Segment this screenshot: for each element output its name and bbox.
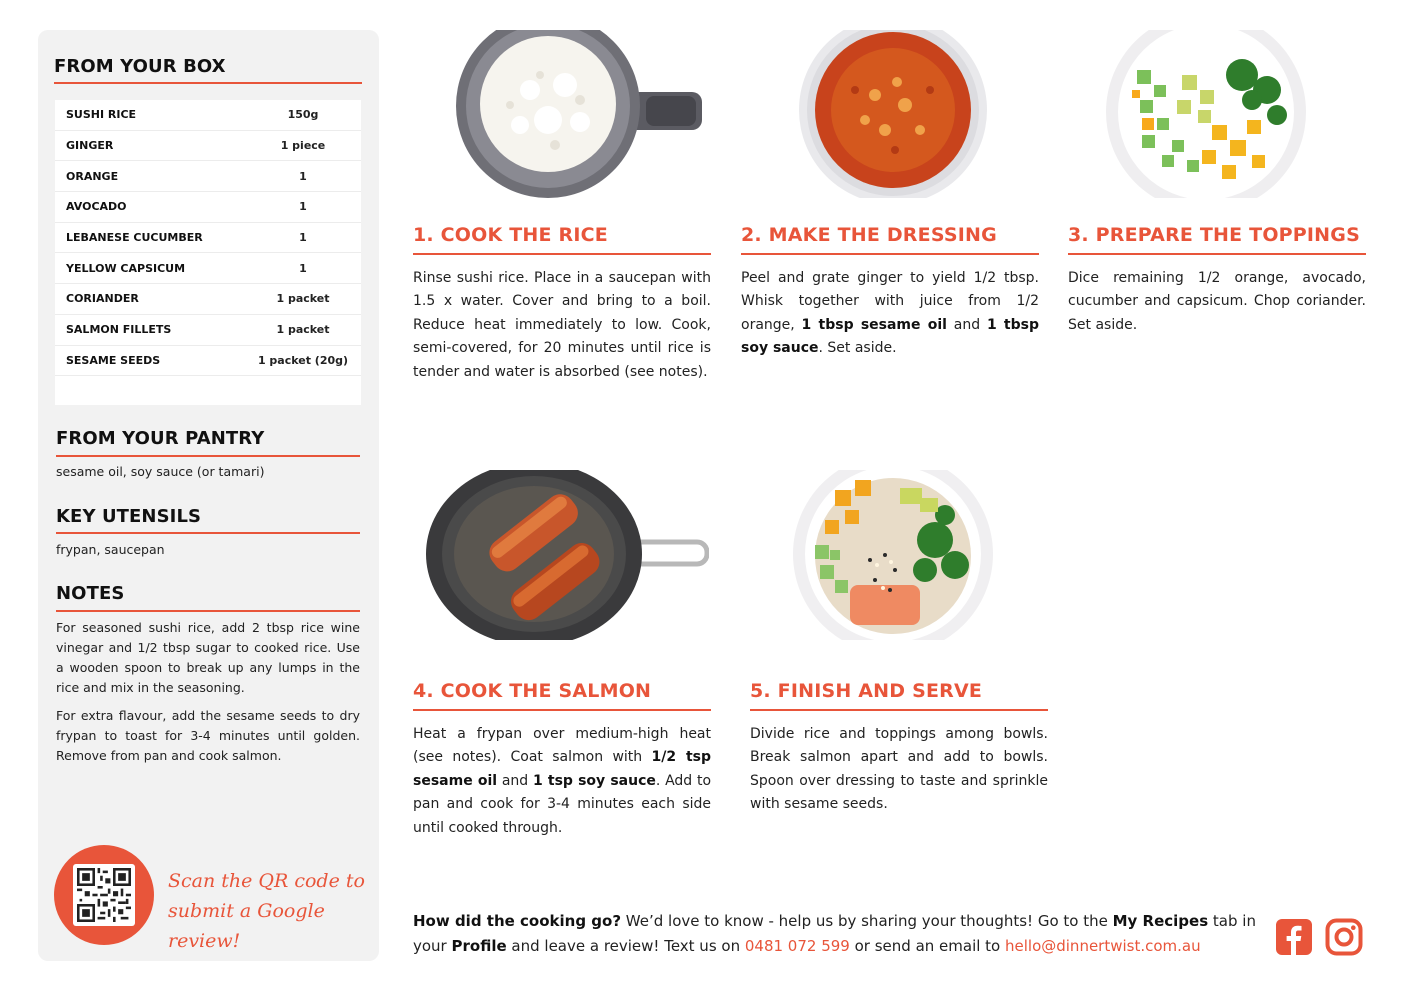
ingredient-qty: 1 packet bbox=[276, 292, 330, 306]
footer-text-segment: tab in your bbox=[413, 912, 1256, 955]
note-paragraph: For extra flavour, add the sesame seeds to dry frypan to toast for 3-4 minutes until golden. Remove from pan and cook salmon. bbox=[56, 708, 360, 763]
ingredient-qty: 1 packet (20g) bbox=[257, 353, 349, 367]
dressing-bowl-photo bbox=[785, 30, 1040, 198]
footer-emphasis: Profile bbox=[451, 937, 507, 955]
instagram-icon bbox=[1325, 918, 1363, 956]
facebook-link[interactable] bbox=[1275, 918, 1313, 956]
step-1-rule bbox=[413, 253, 711, 255]
pantry-heading-rule bbox=[56, 455, 360, 457]
ingredient-qty: 150g bbox=[287, 108, 319, 122]
ingredient-qty: 1 bbox=[299, 169, 307, 183]
utensils-heading-rule bbox=[56, 532, 360, 534]
step-text-segment: Divide rice and toppings among bowls. Break salmon apart and add to bowls. Spoon over dressing to taste and sprinkle with sesame seeds. bbox=[750, 726, 1048, 813]
ingredient-name: SUSHI RICE bbox=[66, 108, 137, 122]
ingredients-table bbox=[55, 100, 361, 405]
qr-caption-line: Scan the QR code to bbox=[168, 870, 365, 892]
qr-code-icon bbox=[77, 868, 131, 922]
ingredient-name: YELLOW CAPSICUM bbox=[66, 261, 186, 275]
ingredient-name: GINGER bbox=[66, 139, 114, 153]
utensils-text: frypan, saucepan bbox=[56, 542, 165, 557]
step-4-title: 4. COOK THE SALMON bbox=[413, 680, 652, 702]
step-1-title: 1. COOK THE RICE bbox=[413, 224, 608, 246]
finished-bowl-photo bbox=[775, 470, 1035, 640]
step-text-segment: and bbox=[497, 772, 533, 789]
ingredient-row bbox=[55, 253, 361, 284]
step-2-rule bbox=[741, 253, 1039, 255]
sidebar bbox=[38, 30, 379, 961]
step-ingredient-emphasis: 1/2 tsp sesame oil bbox=[413, 749, 711, 789]
footer-emphasis: How did the cooking go? bbox=[413, 912, 622, 930]
ingredient-qty: 1 bbox=[299, 200, 307, 214]
step-2-text bbox=[741, 267, 1039, 361]
ingredient-name: LEBANESE CUCUMBER bbox=[66, 231, 203, 245]
step-5-text bbox=[750, 723, 1048, 817]
step-5-rule bbox=[750, 709, 1048, 711]
step-4-rule bbox=[413, 709, 711, 711]
instagram-link[interactable] bbox=[1325, 918, 1363, 956]
email-link[interactable]: hello@dinnertwist.com.au bbox=[1005, 937, 1201, 955]
ingredient-row bbox=[55, 346, 361, 377]
ingredient-row bbox=[55, 315, 361, 346]
ingredient-name: SESAME SEEDS bbox=[66, 353, 161, 367]
step-ingredient-emphasis: 1 tbsp soy sauce bbox=[741, 316, 1039, 357]
utensils-heading: KEY UTENSILS bbox=[56, 506, 202, 527]
ingredient-name: AVOCADO bbox=[66, 200, 127, 214]
qr-badge[interactable] bbox=[54, 845, 154, 945]
ingredient-qty: 1 packet bbox=[276, 323, 330, 337]
notes-heading: NOTES bbox=[56, 583, 125, 604]
step-text-segment: Rinse sushi rice. Place in a saucepan with 1.5 x water. Cover and bring to a boil. Reduce heat immediately to low. Cook, semi-covered, for 20 minutes until rice is tender and water is absorbed (see notes). bbox=[413, 270, 711, 380]
ingredient-row bbox=[55, 223, 361, 254]
step-text-segment: Peel and grate ginger to yield 1/2 tbsp. Whisk together with juice from 1/2 orange, bbox=[741, 270, 1039, 333]
step-ingredient-emphasis: 1 tbsp sesame oil bbox=[801, 316, 947, 333]
box-heading: FROM YOUR BOX bbox=[54, 56, 226, 77]
ingredient-qty: 1 bbox=[299, 231, 307, 245]
ingredient-qty: 1 piece bbox=[280, 139, 326, 153]
step-2-title: 2. MAKE THE DRESSING bbox=[741, 224, 997, 246]
ingredient-name: CORIANDER bbox=[66, 292, 139, 306]
pantry-text: sesame oil, soy sauce (or tamari) bbox=[56, 464, 265, 479]
ingredient-row bbox=[55, 131, 361, 162]
ingredient-row bbox=[55, 161, 361, 192]
footer-text-segment: We’d love to know - help us by sharing your thoughts! Go to the bbox=[621, 912, 1113, 930]
step-text-segment: . Add to pan and cook for 3-4 minutes each side until cooked through. bbox=[413, 772, 712, 836]
footer-emphasis: My Recipes bbox=[1112, 912, 1209, 930]
step-1-text bbox=[413, 267, 711, 384]
ingredient-qty: 1 bbox=[299, 261, 307, 275]
ingredient-name: SALMON FILLETS bbox=[66, 323, 172, 337]
step-text-segment: Heat a frypan over medium-high heat (see notes). Coat salmon with bbox=[413, 726, 711, 766]
salmon-pan-photo bbox=[424, 470, 709, 640]
notes-heading-rule bbox=[56, 610, 360, 612]
toppings-bowl-photo bbox=[1102, 30, 1364, 198]
footer-text-segment: or send an email to bbox=[849, 937, 1005, 955]
ingredient-row bbox=[55, 284, 361, 315]
footer-text-segment: and leave a review! Text us on bbox=[506, 937, 745, 955]
step-text-segment: Dice remaining 1/2 orange, avocado, cucumber and capsicum. Chop coriander. Set aside. bbox=[1068, 270, 1366, 333]
qr-caption bbox=[168, 866, 368, 956]
rice-pot-photo bbox=[440, 30, 702, 198]
step-3-title: 3. PREPARE THE TOPPINGS bbox=[1068, 224, 1360, 246]
pantry-heading: FROM YOUR PANTRY bbox=[56, 428, 265, 449]
ingredient-name: ORANGE bbox=[66, 169, 119, 183]
qr-code[interactable] bbox=[73, 864, 135, 926]
step-4-text bbox=[413, 723, 711, 840]
note-paragraph: For seasoned sushi rice, add 2 tbsp rice wine vinegar and 1/2 tbsp sugar to cooked rice. Use a wooden spoon to break up any lumps in the rice and mix in the seasoning. bbox=[56, 620, 360, 695]
qr-caption-line: submit a Google review! bbox=[168, 900, 325, 952]
review-prompt bbox=[413, 909, 1263, 959]
facebook-icon bbox=[1275, 918, 1313, 956]
step-5-title: 5. FINISH AND SERVE bbox=[750, 680, 983, 702]
step-3-rule bbox=[1068, 253, 1366, 255]
box-heading-rule bbox=[54, 82, 362, 84]
ingredient-row bbox=[55, 100, 361, 131]
step-ingredient-emphasis: 1 tsp soy sauce bbox=[532, 772, 656, 789]
notes-block bbox=[56, 618, 360, 774]
step-text-segment: . Set aside. bbox=[818, 340, 897, 357]
step-3-text bbox=[1068, 267, 1366, 337]
phone-link[interactable]: 0481 072 599 bbox=[744, 937, 850, 955]
step-text-segment: and bbox=[946, 316, 987, 333]
ingredient-row bbox=[55, 192, 361, 223]
